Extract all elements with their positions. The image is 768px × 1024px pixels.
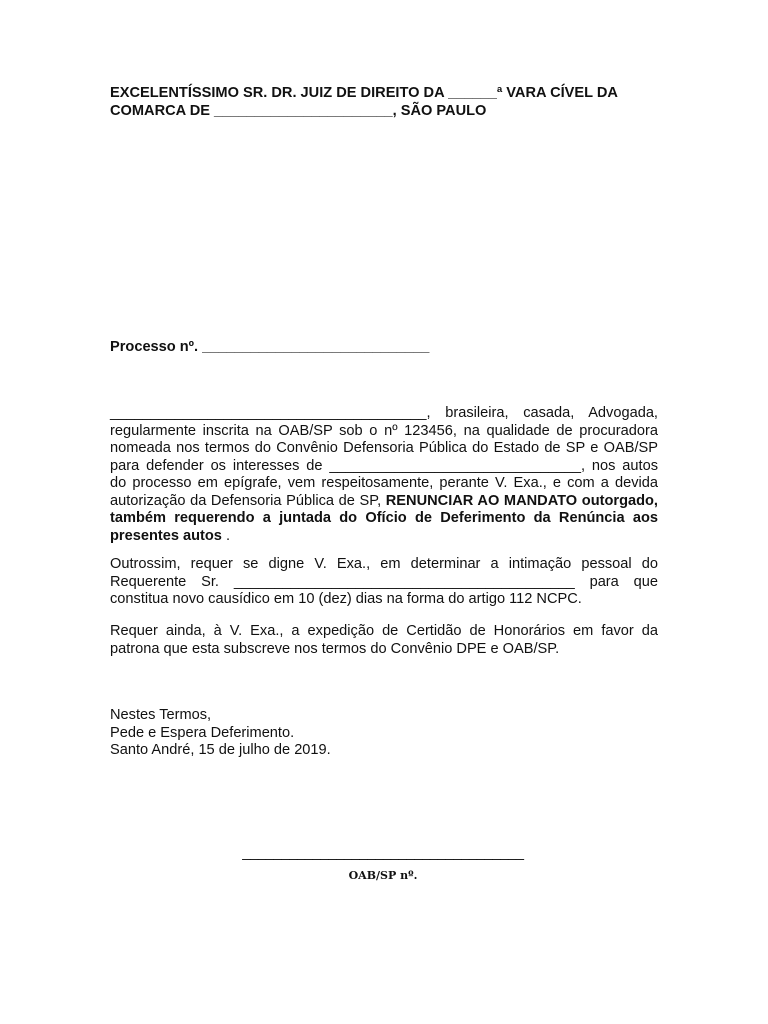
header-line-1: EXCELENTÍSSIMO SR. DR. JUIZ DE DIREITO DA ______ª VARA CÍVEL DA — [110, 85, 618, 101]
closing-date: Santo André, 15 de julho de 2019. — [110, 742, 331, 758]
paragraph-renunciation-bold: RENUNCIAR AO MANDATO outorgado, também requerendo a juntada do Ofício de Deferimento da Renúncia aos presentes autos — [110, 492, 658, 544]
paragraph-notification-request: Outrossim, requer se digne V. Exa., em determinar a intimação pessoal do Requerente Sr. __________________________________________ para que constitua novo causídico em 10 (dez) dias na forma do artigo 112 NCPC. — [110, 556, 658, 607]
court-addressing-header — [110, 85, 658, 120]
paragraph-renunciation-end: . — [221, 527, 231, 544]
signature-line: ____________________________________ — [242, 845, 524, 861]
header-line-2: COMARCA DE ______________________, SÃO PAULO — [110, 102, 487, 119]
paragraph-fee-certificate: Requer ainda, à V. Exa., a expedição de Certidão de Honorários em favor da patrona que esta subscreve nos termos do Convênio DPE e OAB/SP. — [110, 623, 658, 657]
paragraph-renunciation-text: _______________________________________, brasileira, casada, Advogada, regularmente inscrita na OAB/SP sob o nº 123456, na qualidade de procuradora nomeada nos termos do Convênio Defensoria Pública do Estado de SP e OAB/SP para defender os interesses de _______________________________, nos autos do processo em epígrafe, vem respeitosamente, perante V. Exa., e com a devida autorização da Defensoria Pública de SP, — [110, 405, 658, 509]
paragraph-renunciation — [110, 405, 658, 545]
closing-line-1: Nestes Termos, — [110, 707, 212, 723]
closing-line-2: Pede e Espera Deferimento. — [110, 724, 295, 741]
process-number: Processo nº. ____________________________ — [110, 339, 430, 355]
signature-oab-label: OAB/SP nº. — [348, 869, 418, 882]
closing — [110, 707, 658, 760]
